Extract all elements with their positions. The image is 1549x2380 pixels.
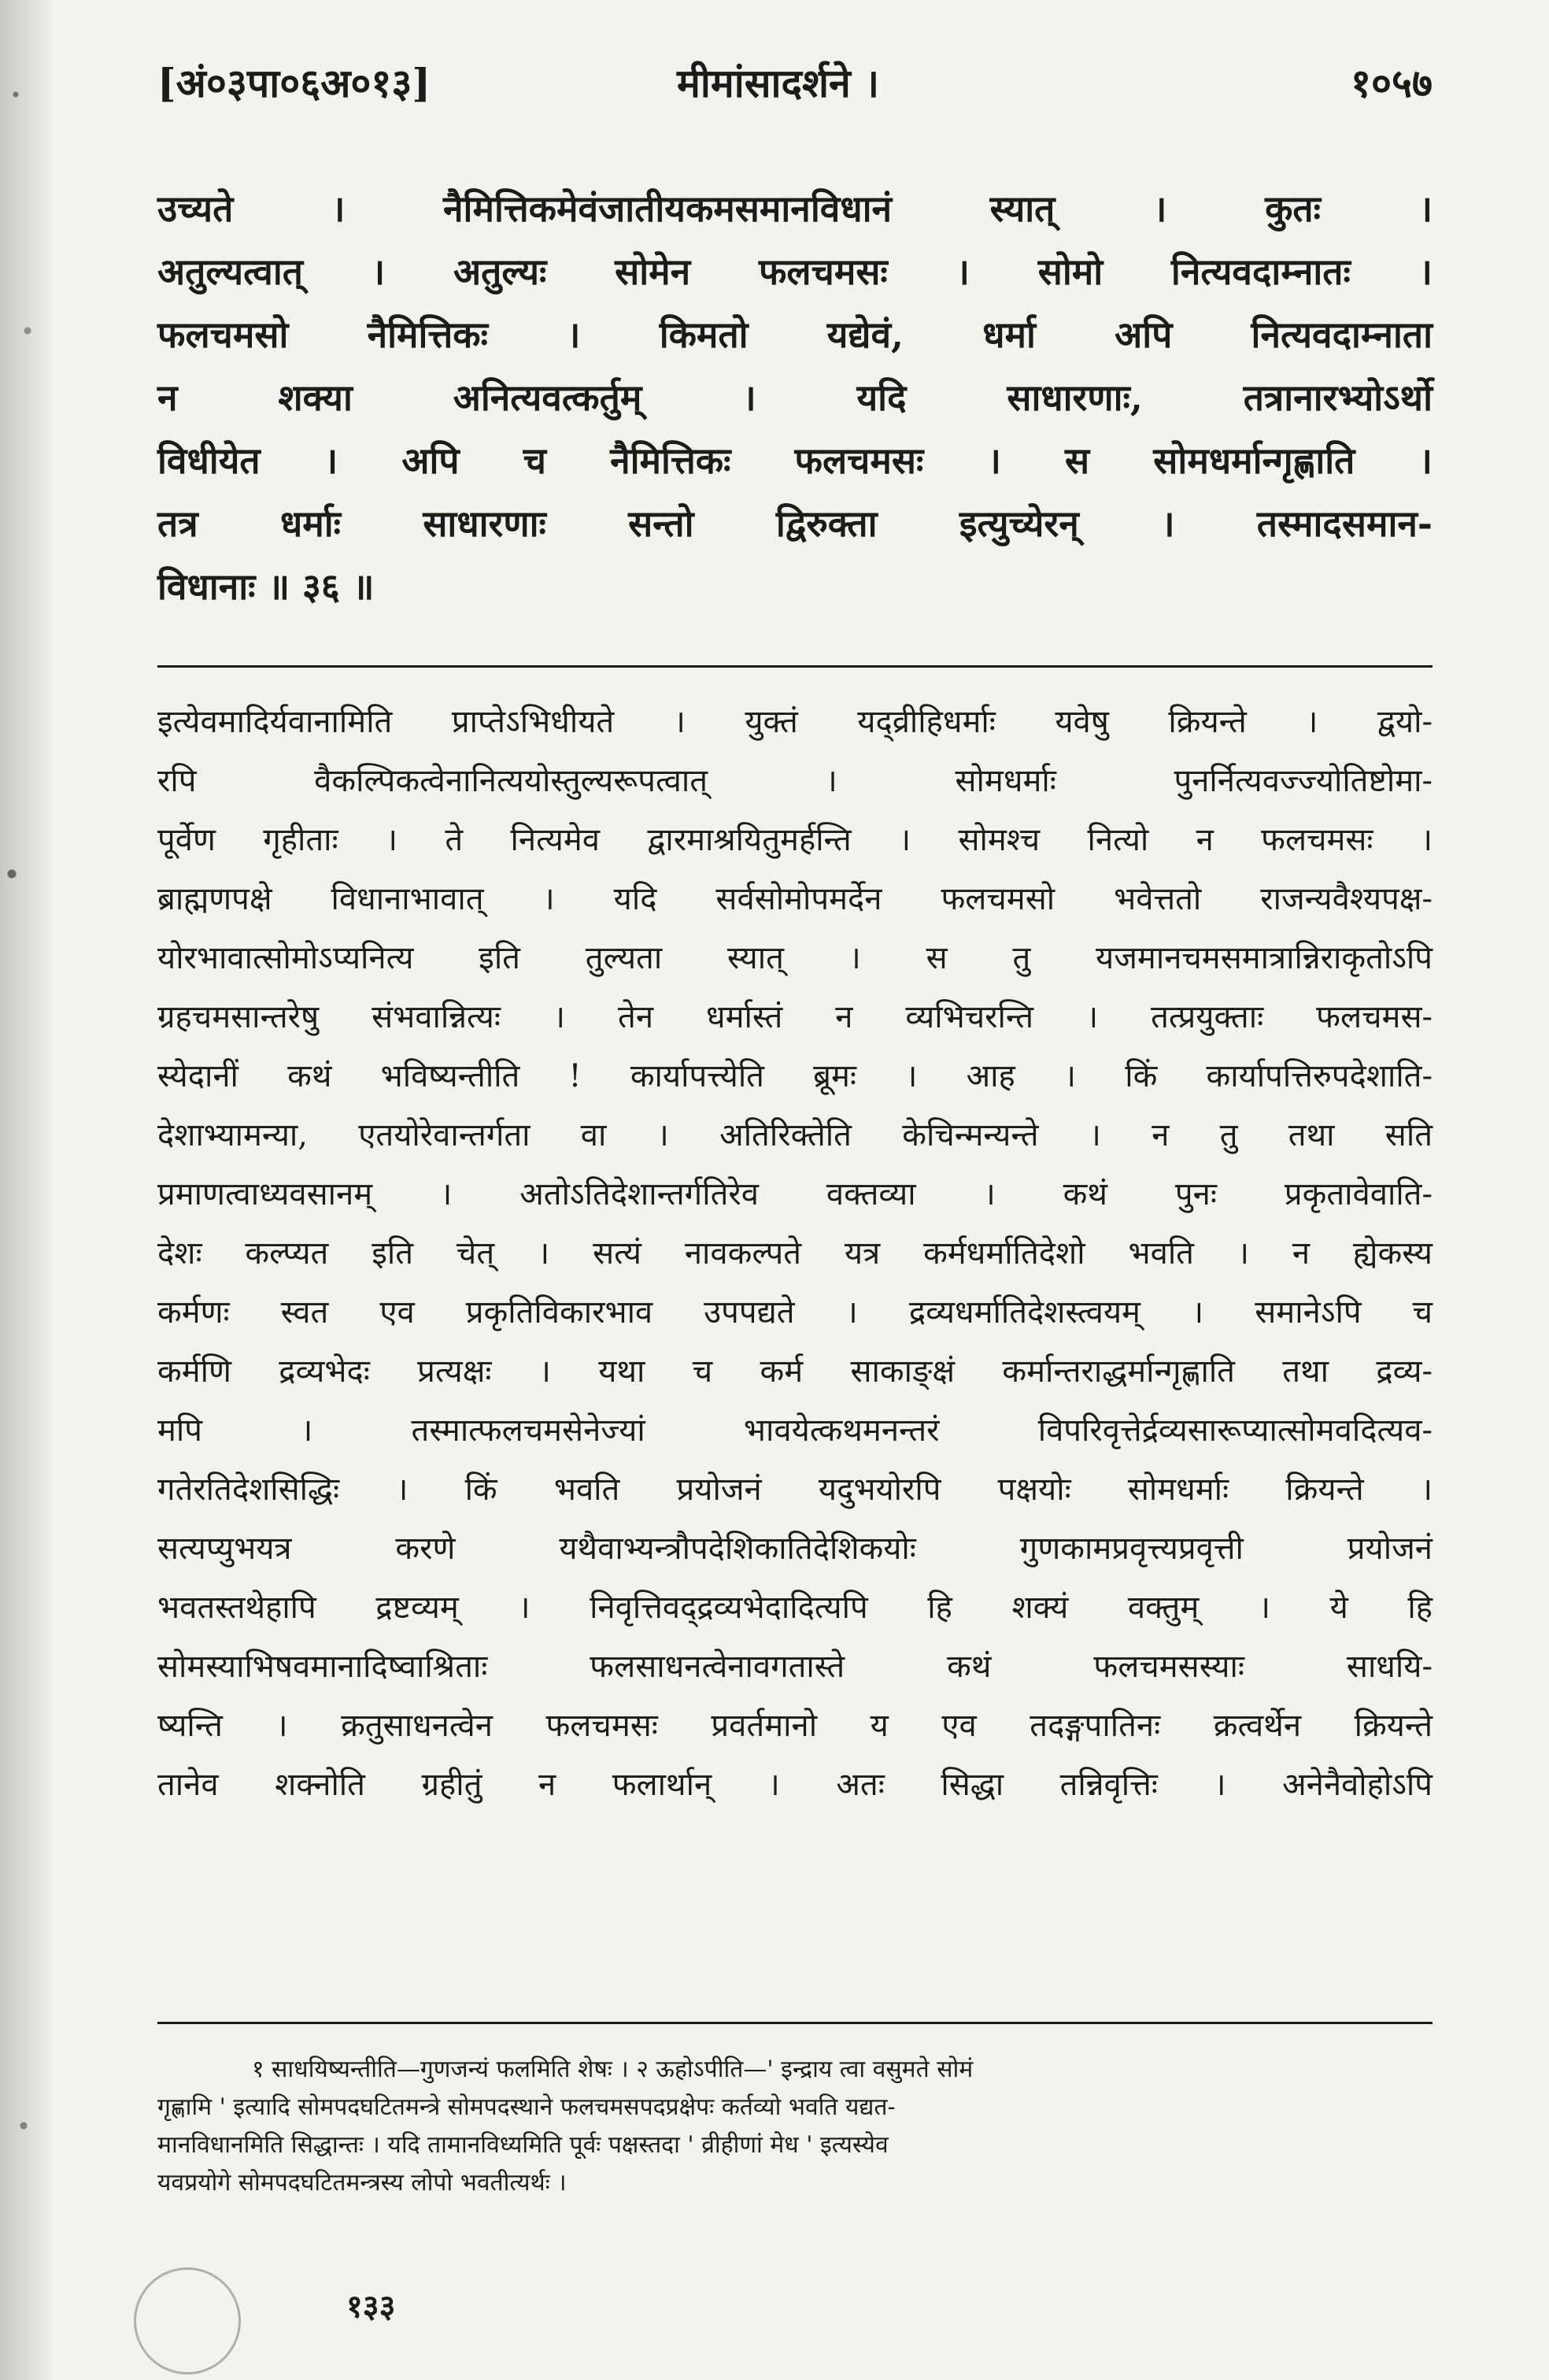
commentary-line: ष्यन्ति । क्रतुसाधनत्वेन फलचमसः प्रवर्तमानो य एव तदङ्गपातिनः क्रत्वर्थेन क्रियन्ते	[157, 1708, 1433, 1744]
page-header	[157, 55, 1433, 126]
commentary-line: ग्रहचमसान्तरेषु संभवान्नित्यः । तेन धर्मास्तं न व्यभिचरन्ति । तत्प्रयुक्ताः फलचमस-	[157, 999, 1433, 1035]
main-line: उच्यते । नैमित्तिकमेवंजातीयकमसमानविधानं स्यात् । कुतः ।	[157, 187, 1433, 230]
main-line: तत्र धर्माः साधारणाः सन्तो द्विरुक्ता इत्युच्येरन् । तस्मादसमान-	[157, 502, 1433, 545]
commentary-line: ब्राह्मणपक्षे विधानाभावात् । यदि सर्वसोमोपमर्देन फलचमसो भवेत्ततो राजन्यवैश्यपक्ष-	[157, 881, 1433, 917]
commentary-line: गतेरतिदेशसिद्धिः । किं भवति प्रयोजनं यदुभयोरपि पक्षयोः सोमधर्माः क्रियन्ते ।	[157, 1471, 1433, 1508]
main-line: विधानाः ॥ ३६ ॥	[157, 565, 375, 608]
commentary-line: रपि वैकल्पिकत्वेनानित्ययोस्तुल्यरूपत्वात् । सोमधर्माः पुनर्नित्यवज्ज्योतिष्टोमा-	[157, 763, 1433, 799]
commentary-line: पूर्वेण गृहीताः । ते नित्यमेव द्वारमाश्रयितुमर्हन्ति । सोमश्च नित्यो न फलचमसः ।	[157, 822, 1433, 858]
commentary-line: भवतस्तथेहापि द्रष्टव्यम् । निवृत्तिवद्द्रव्यभेदादित्यपि हि शक्यं वक्तुम् । ये हि	[157, 1590, 1433, 1626]
commentary-line: तानेव शक्नोति ग्रहीतुं न फलार्थान् । अतः सिद्धा तन्निवृत्तिः । अनेनैवोहोऽपि	[157, 1767, 1433, 1803]
library-stamp	[134, 2267, 241, 2374]
signature-mark: १३३	[346, 2288, 396, 2325]
main-text	[157, 177, 1433, 618]
commentary-line: कर्मणि द्रव्यभेदः प्रत्यक्षः । यथा च कर्म साकाङ्क्षं कर्मान्तराद्धर्मान्गृह्णाति तथा द्रव्य-	[157, 1353, 1433, 1390]
commentary-line: देशाभ्यामन्या, एतयोरेवान्तर्गता वा । अतिरिक्तेति केचिन्मन्यन्ते । न तु तथा सति	[157, 1117, 1433, 1153]
commentary-line: मपि । तस्मात्फलचमसेनेज्यां भावयेत्कथमनन्तरं विपरिवृत्तेर्द्रव्यसारूप्यात्सोमवदित्यव-	[157, 1412, 1433, 1449]
header-reference: [अं०३पा०६अ०१३]	[157, 60, 431, 106]
footnote-line: १ साधयिष्यन्तीति—गुणजन्यं फलमिति शेषः । २ ऊहोऽपीति—' इन्द्राय त्वा वसुमते सोमं	[252, 2056, 974, 2083]
commentary-line: स्येदानीं कथं भविष्यन्तीति ! कार्यापत्त्येति ब्रूमः । आह । किं कार्यापत्तिरुपदेशाति-	[157, 1058, 1433, 1094]
footnotes	[157, 2051, 1433, 2202]
footnote-line: यवप्रयोगे सोमपदघटितमन्त्रस्य लोपो भवतीत्यर्थः ।	[157, 2169, 567, 2197]
scan-edge-shadow	[0, 0, 55, 2380]
footnote-line: गृह्णामि ' इत्यादि सोमपदघटितमन्त्रे सोमपदस्थाने फलचमसपदप्रक्षेपः कर्तव्यो भवति यद्यत-	[157, 2093, 896, 2121]
commentary-line: योरभावात्सोमोऽप्यनित्य इति तुल्यता स्यात् । स तु यजमानचमसमात्रान्निराकृतोऽपि	[157, 940, 1433, 976]
commentary-line: सत्यप्युभयत्र करणे यथैवाभ्यन्त्रौपदेशिकातिदेशिकयोः गुणकामप्रवृत्त्यप्रवृत्ती प्रयोजनं	[157, 1531, 1433, 1567]
main-line: न शक्या अनित्यवत्कर्तुम् । यदि साधारणाः, तत्रानारभ्योऽर्थो	[157, 376, 1433, 419]
footnote-line: मानविधानमिति सिद्धान्तः । यदि तामानविध्यमिति पूर्वः पक्षस्तदा ' व्रीहीणां मेध ' इत्यस्येव	[157, 2131, 889, 2159]
page-number: १०५७	[1351, 60, 1433, 106]
commentary-line: देशः कल्प्यत इति चेत् । सत्यं नावकल्पते यत्र कर्मधर्मातिदेशो भवति । न ह्येकस्य	[157, 1235, 1433, 1271]
main-line: अतुल्यत्वात् । अतुल्यः सोमेन फलचमसः । सोमो नित्यवदाम्नातः ।	[157, 250, 1433, 293]
section-divider	[157, 665, 1433, 668]
commentary-line: प्रमाणत्वाध्यवसानम् । अतोऽतिदेशान्तर्गतिरेव वक्तव्या । कथं पुनः प्रकृतावेवाति-	[157, 1176, 1433, 1212]
main-line: फलचमसो नैमित्तिकः । किमतो यद्येवं, धर्मा अपि नित्यवदाम्नाता	[157, 313, 1433, 356]
commentary-line: कर्मणः स्वत एव प्रकृतिविकारभाव उपपद्यते । द्रव्यधर्मातिदेशस्त्वयम् । समानेऽपि च	[157, 1294, 1433, 1331]
footnote-divider	[157, 2022, 1433, 2024]
commentary-text	[157, 693, 1433, 1815]
commentary-line: सोमस्याभिषवमानादिष्वाश्रिताः फलसाधनत्वेनावगतास्ते कथं फलचमसस्याः साधयि-	[157, 1649, 1433, 1685]
header-title: मीमांसादर्शने ।	[677, 60, 880, 106]
main-line: विधीयेत । अपि च नैमित्तिकः फलचमसः । स सोमधर्मान्गृह्णाति ।	[157, 439, 1433, 482]
commentary-line: इत्येवमादिर्यवानामिति प्राप्तेऽभिधीयते । युक्तं यद्व्रीहिधर्माः यवेषु क्रियन्ते । द्वयो-	[157, 704, 1433, 740]
